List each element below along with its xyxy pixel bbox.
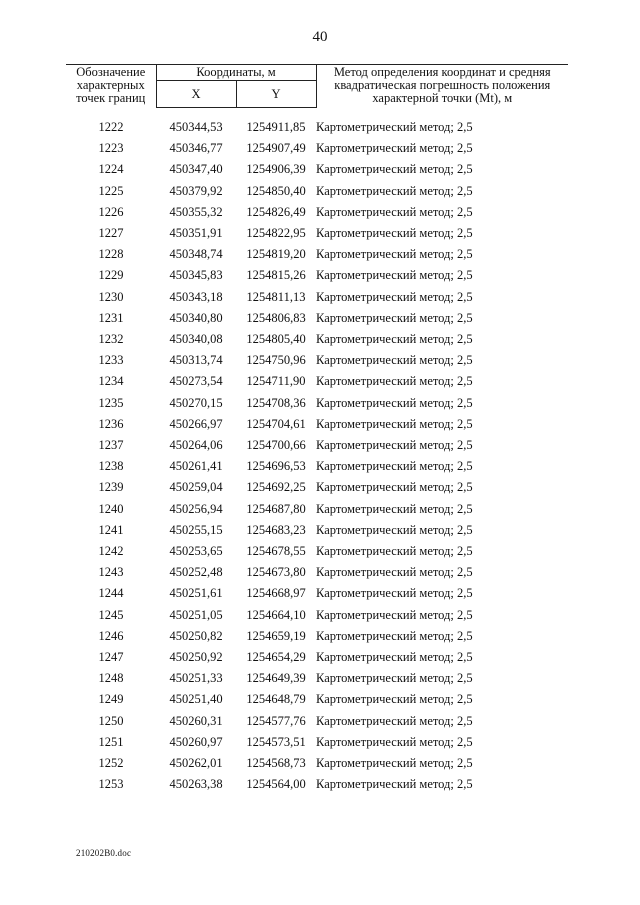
cell-method: Картометрический метод; 2,5 — [316, 247, 473, 262]
cell-method: Картометрический метод; 2,5 — [316, 501, 473, 516]
cell-point-id: 1240 — [98, 501, 124, 516]
cell-point-id: 1252 — [98, 756, 124, 771]
header-x: X — [156, 81, 236, 108]
cell-y: 1254711,90 — [246, 374, 306, 389]
cell-y: 1254805,40 — [246, 332, 306, 347]
cell-method: Картометрический метод; 2,5 — [316, 374, 473, 389]
table-row — [66, 689, 568, 710]
cell-y: 1254708,36 — [246, 395, 306, 410]
cell-x: 450273,54 — [169, 374, 223, 389]
cell-point-id: 1236 — [98, 416, 124, 431]
cell-method: Картометрический метод; 2,5 — [316, 310, 473, 325]
cell-x: 450351,91 — [169, 226, 223, 241]
cell-method: Картометрический метод; 2,5 — [316, 713, 473, 728]
header-spacer — [66, 108, 568, 118]
table-row — [66, 371, 568, 392]
header-y: Y — [236, 81, 316, 108]
cell-method: Картометрический метод; 2,5 — [316, 332, 473, 347]
cell-point-id: 1239 — [98, 480, 124, 495]
table-row — [66, 774, 568, 795]
cell-point-id: 1224 — [98, 162, 124, 177]
cell-y: 1254692,25 — [246, 480, 306, 495]
footer-filename: 210202B0.doc — [76, 848, 132, 858]
cell-method: Картометрический метод; 2,5 — [316, 459, 473, 474]
cell-point-id: 1228 — [98, 247, 124, 262]
cell-x: 450340,80 — [169, 310, 223, 325]
cell-x: 450255,15 — [169, 522, 223, 537]
cell-x: 450251,61 — [169, 586, 223, 601]
table-row — [66, 732, 568, 753]
cell-y: 1254568,73 — [246, 756, 306, 771]
cell-y: 1254659,19 — [246, 628, 306, 643]
cell-point-id: 1253 — [98, 777, 124, 792]
cell-method: Картометрический метод; 2,5 — [316, 141, 473, 156]
cell-method: Картометрический метод; 2,5 — [316, 268, 473, 283]
cell-x: 450251,33 — [169, 671, 223, 686]
cell-y: 1254826,49 — [246, 204, 306, 219]
table-row — [66, 647, 568, 668]
table-header — [66, 65, 568, 108]
cell-point-id: 1243 — [98, 565, 124, 580]
cell-point-id: 1232 — [98, 332, 124, 347]
table-row — [66, 223, 568, 244]
cell-x: 450343,18 — [169, 289, 223, 304]
table-row — [66, 520, 568, 541]
cell-x: 450253,65 — [169, 544, 223, 559]
cell-point-id: 1241 — [98, 522, 124, 537]
cell-point-id: 1223 — [98, 141, 124, 156]
table-row — [66, 414, 568, 435]
cell-point-id: 1237 — [98, 438, 124, 453]
cell-point-id: 1242 — [98, 544, 124, 559]
cell-method: Картометрический метод; 2,5 — [316, 522, 473, 537]
cell-method: Картометрический метод; 2,5 — [316, 734, 473, 749]
cell-y: 1254806,83 — [246, 310, 306, 325]
cell-y: 1254654,29 — [246, 650, 306, 665]
cell-x: 450348,74 — [169, 247, 223, 262]
cell-method: Картометрический метод; 2,5 — [316, 183, 473, 198]
table-body — [66, 108, 568, 796]
cell-x: 450347,40 — [169, 162, 223, 177]
cell-method: Картометрический метод; 2,5 — [316, 586, 473, 601]
cell-point-id: 1246 — [98, 628, 124, 643]
table-row — [66, 541, 568, 562]
cell-point-id: 1225 — [98, 183, 124, 198]
cell-x: 450270,15 — [169, 395, 223, 410]
table-row — [66, 350, 568, 371]
cell-x: 450251,05 — [169, 607, 223, 622]
cell-point-id: 1251 — [98, 734, 124, 749]
table-row — [66, 308, 568, 329]
cell-point-id: 1247 — [98, 650, 124, 665]
table-row — [66, 562, 568, 583]
cell-point-id: 1250 — [98, 713, 124, 728]
cell-method: Картометрический метод; 2,5 — [316, 671, 473, 686]
cell-method: Картометрический метод; 2,5 — [316, 692, 473, 707]
cell-method: Картометрический метод; 2,5 — [316, 480, 473, 495]
cell-x: 450355,32 — [169, 204, 223, 219]
cell-point-id: 1230 — [98, 289, 124, 304]
cell-x: 450262,01 — [169, 756, 223, 771]
cell-y: 1254687,80 — [246, 501, 306, 516]
cell-method: Картометрический метод; 2,5 — [316, 226, 473, 241]
header-point-id: Обозначение характерных точек границ — [66, 65, 156, 108]
cell-y: 1254564,00 — [246, 777, 306, 792]
cell-point-id: 1238 — [98, 459, 124, 474]
cell-x: 450344,53 — [169, 120, 223, 134]
cell-y: 1254648,79 — [246, 692, 306, 707]
cell-point-id: 1244 — [98, 586, 124, 601]
table-row — [66, 583, 568, 604]
cell-method: Картометрический метод; 2,5 — [316, 162, 473, 177]
cell-y: 1254649,39 — [246, 671, 306, 686]
cell-method: Картометрический метод; 2,5 — [316, 416, 473, 431]
table-row — [66, 287, 568, 308]
cell-x: 450250,92 — [169, 650, 223, 665]
cell-x: 450260,31 — [169, 713, 223, 728]
cell-x: 450379,92 — [169, 183, 223, 198]
cell-point-id: 1231 — [98, 310, 124, 325]
table-row — [66, 138, 568, 159]
cell-x: 450313,74 — [169, 353, 223, 368]
cell-x: 450256,94 — [169, 501, 223, 516]
cell-x: 450261,41 — [169, 459, 223, 474]
table-row — [66, 393, 568, 414]
cell-x: 450260,97 — [169, 734, 223, 749]
table-row — [66, 435, 568, 456]
cell-point-id: 1229 — [98, 268, 124, 283]
cell-y: 1254750,96 — [246, 353, 306, 368]
cell-method: Картометрический метод; 2,5 — [316, 289, 473, 304]
cell-method: Картометрический метод; 2,5 — [316, 544, 473, 559]
cell-y: 1254577,76 — [246, 713, 306, 728]
table-row — [66, 244, 568, 265]
table-row — [66, 202, 568, 223]
cell-method: Картометрический метод; 2,5 — [316, 204, 473, 219]
table-row — [66, 117, 568, 138]
cell-x: 450340,08 — [169, 332, 223, 347]
cell-y: 1254815,26 — [246, 268, 306, 283]
table-row — [66, 329, 568, 350]
cell-method: Картометрический метод; 2,5 — [316, 353, 473, 368]
cell-point-id: 1233 — [98, 353, 124, 368]
cell-y: 1254664,10 — [246, 607, 306, 622]
cell-x: 450259,04 — [169, 480, 223, 495]
cell-method: Картометрический метод; 2,5 — [316, 120, 473, 134]
cell-y: 1254700,66 — [246, 438, 306, 453]
cell-y: 1254906,39 — [246, 162, 306, 177]
table-row — [66, 265, 568, 286]
cell-method: Картометрический метод; 2,5 — [316, 650, 473, 665]
cell-point-id: 1226 — [98, 204, 124, 219]
cell-method: Картометрический метод; 2,5 — [316, 565, 473, 580]
cell-x: 450346,77 — [169, 141, 223, 156]
table-row — [66, 668, 568, 689]
table-row — [66, 605, 568, 626]
cell-method: Картометрический метод; 2,5 — [316, 777, 473, 792]
cell-y: 1254822,95 — [246, 226, 306, 241]
table-row — [66, 753, 568, 774]
table-row — [66, 499, 568, 520]
cell-point-id: 1245 — [98, 607, 124, 622]
cell-x: 450266,97 — [169, 416, 223, 431]
cell-point-id: 1234 — [98, 374, 124, 389]
cell-method: Картометрический метод; 2,5 — [316, 756, 473, 771]
table-row — [66, 477, 568, 498]
cell-x: 450251,40 — [169, 692, 223, 707]
cell-point-id: 1222 — [98, 120, 124, 134]
table-row — [66, 626, 568, 647]
cell-y: 1254678,55 — [246, 544, 306, 559]
cell-y: 1254811,13 — [246, 289, 306, 304]
cell-x: 450263,38 — [169, 777, 223, 792]
coordinates-table — [66, 64, 568, 796]
table-row — [66, 159, 568, 180]
cell-y: 1254850,40 — [246, 183, 306, 198]
cell-point-id: 1249 — [98, 692, 124, 707]
cell-x: 450250,82 — [169, 628, 223, 643]
page-number: 40 — [312, 29, 328, 45]
cell-y: 1254573,51 — [246, 734, 306, 749]
table-row — [66, 181, 568, 202]
cell-method: Картометрический метод; 2,5 — [316, 607, 473, 622]
cell-x: 450252,48 — [169, 565, 223, 580]
cell-y: 1254911,85 — [246, 120, 306, 134]
table-row — [66, 711, 568, 732]
cell-x: 450264,06 — [169, 438, 223, 453]
cell-y: 1254907,49 — [246, 141, 306, 156]
cell-y: 1254696,53 — [246, 459, 306, 474]
cell-method: Картометрический метод; 2,5 — [316, 395, 473, 410]
table-row — [66, 456, 568, 477]
cell-point-id: 1227 — [98, 226, 124, 241]
cell-y: 1254819,20 — [246, 247, 306, 262]
cell-y: 1254683,23 — [246, 522, 306, 537]
cell-method: Картометрический метод; 2,5 — [316, 438, 473, 453]
cell-x: 450345,83 — [169, 268, 223, 283]
header-coordinates: Координаты, м — [156, 65, 316, 81]
header-method: Метод определения координат и средняя квадратическая погрешность положения характерной точки (Mt), м — [316, 65, 568, 108]
cell-y: 1254704,61 — [246, 416, 306, 431]
cell-y: 1254668,97 — [246, 586, 306, 601]
cell-point-id: 1248 — [98, 671, 124, 686]
cell-method: Картометрический метод; 2,5 — [316, 628, 473, 643]
cell-point-id: 1235 — [98, 395, 124, 410]
cell-y: 1254673,80 — [246, 565, 306, 580]
